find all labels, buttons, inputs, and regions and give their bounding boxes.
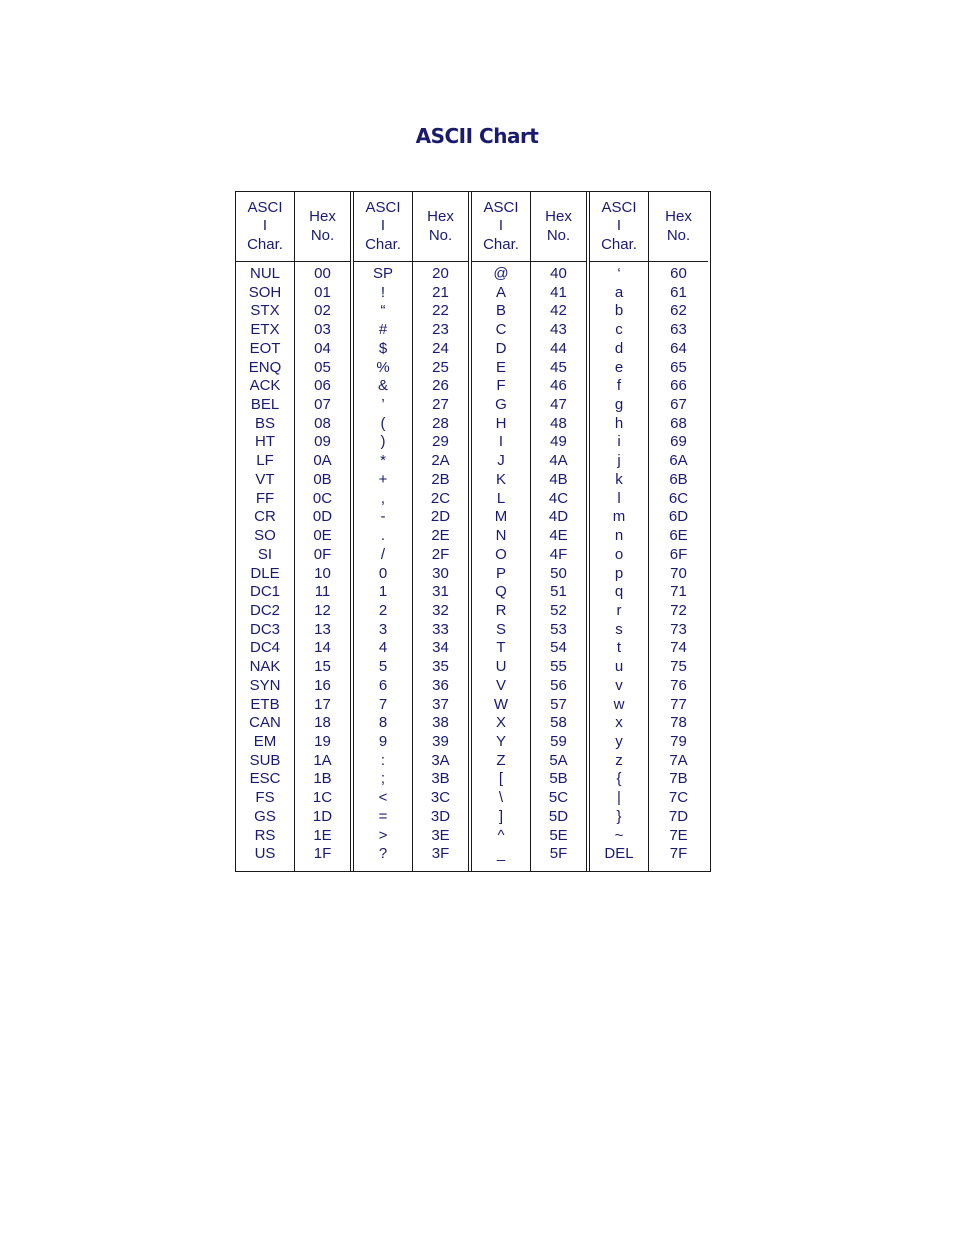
ascii-char-cell: 0	[378, 564, 388, 582]
column-header	[295, 192, 350, 262]
ascii-char-cell: A	[495, 283, 506, 301]
ascii-char-cell: W	[493, 695, 509, 713]
ascii-char-cell: V	[495, 676, 506, 694]
ascii-char-cell: }	[616, 807, 622, 825]
hex-cell: 5A	[549, 751, 568, 769]
hex-cell: 3E	[431, 826, 450, 844]
hex-cell: 02	[314, 302, 331, 320]
ascii-char-column-3	[472, 192, 531, 871]
column-header	[649, 192, 708, 262]
hex-cell: 55	[550, 658, 567, 676]
hex-column-4	[649, 192, 708, 871]
hex-cell: 64	[670, 339, 687, 357]
hex-cell: 72	[670, 601, 687, 619]
ascii-char-cell: 3	[378, 620, 388, 638]
ascii-char-cell: ]	[498, 807, 504, 825]
ascii-char-cell: H	[495, 414, 507, 432]
hex-column-1	[295, 192, 354, 871]
ascii-char-cell: h	[614, 414, 624, 432]
hex-cell: 7B	[669, 770, 688, 788]
ascii-char-cell: ACK	[249, 377, 281, 395]
ascii-char-cell: ’	[381, 396, 385, 414]
hex-cell: 09	[314, 433, 331, 451]
hex-cell: 57	[550, 695, 567, 713]
ascii-char-cell: ETB	[250, 695, 280, 713]
hex-cell: 5D	[548, 807, 569, 825]
hex-cell: 2F	[431, 545, 450, 563]
ascii-char-cell: RS	[254, 826, 276, 844]
hex-cell: 6D	[668, 508, 689, 526]
hex-cell: 0E	[313, 527, 332, 545]
ascii-char-cell: DC2	[249, 601, 280, 619]
hex-cell: 31	[432, 583, 449, 601]
hex-cell: 28	[432, 414, 449, 432]
ascii-char-cell: v	[615, 676, 623, 694]
hex-cell: 47	[550, 396, 567, 414]
hex-cell: 3D	[430, 807, 451, 825]
ascii-char-cell: c	[615, 321, 623, 339]
hex-column-3	[531, 192, 590, 871]
hex-cell: 33	[432, 620, 449, 638]
ascii-char-cell: (	[380, 414, 386, 432]
hex-cell: 30	[432, 564, 449, 582]
ascii-char-cell: SYN	[249, 676, 281, 694]
hex-cell: 71	[670, 583, 687, 601]
hex-cell: 51	[550, 583, 567, 601]
hex-cell: 00	[314, 265, 331, 282]
hex-cell: 73	[670, 620, 687, 638]
hex-cell: 14	[314, 639, 331, 657]
hex-no-header: Hex No.	[665, 208, 692, 244]
hex-cell: 39	[432, 732, 449, 750]
hex-cell: 1B	[313, 770, 332, 788]
ascii-char-cell: R	[495, 601, 507, 619]
ascii-char-cell: 2	[378, 601, 388, 619]
ascii-char-cell: HT	[255, 433, 275, 451]
hex-cell: 32	[432, 601, 449, 619]
ascii-char-cell: GS	[254, 807, 276, 825]
hex-cell: 38	[432, 714, 449, 732]
hex-cell: 45	[550, 358, 567, 376]
ascii-char-cell: m	[612, 508, 626, 526]
ascii-char-cell: VT	[255, 470, 275, 488]
ascii-char-cell: ^	[497, 826, 505, 844]
ascii-char-cell: &	[377, 377, 388, 395]
ascii-char-cell: U	[495, 658, 507, 676]
hex-no-header: Hex No.	[427, 208, 454, 244]
ascii-char-header: ASCI I Char.	[483, 198, 519, 253]
ascii-char-cell: SI	[257, 545, 273, 563]
ascii-char-cell: Y	[495, 732, 506, 750]
page-title: ASCII Chart	[415, 124, 539, 148]
ascii-char-cell: 8	[378, 714, 388, 732]
hex-cell: 70	[670, 564, 687, 582]
hex-cell: 68	[670, 414, 687, 432]
hex-cell: 5F	[549, 845, 568, 863]
hex-cell: 6C	[668, 489, 689, 507]
hex-cell: 13	[314, 620, 331, 638]
hex-cell: 6F	[669, 545, 688, 563]
ascii-char-cell: w	[613, 695, 625, 713]
ascii-char-cell: BEL	[250, 396, 280, 414]
hex-cell: 0F	[313, 545, 332, 563]
ascii-char-cell: e	[614, 358, 624, 376]
ascii-char-cell: STX	[250, 302, 280, 320]
hex-cell: 67	[670, 396, 687, 414]
hex-cell: 77	[670, 695, 687, 713]
ascii-char-cell: DEL	[604, 845, 634, 863]
ascii-char-cell: %	[376, 358, 390, 376]
hex-cell: 36	[432, 676, 449, 694]
hex-cell: 24	[432, 339, 449, 357]
ascii-char-cell: FF	[255, 489, 275, 507]
column-header	[236, 192, 294, 262]
hex-no-header: Hex No.	[309, 208, 336, 244]
hex-cell: 20	[432, 265, 449, 282]
hex-cell: 7A	[669, 751, 688, 769]
hex-cell: 2C	[430, 489, 451, 507]
ascii-char-cell: Q	[495, 583, 507, 601]
hex-cell: 22	[432, 302, 449, 320]
ascii-char-cell: s	[615, 620, 623, 638]
ascii-char-cell: #	[378, 321, 388, 339]
hex-cell: 78	[670, 714, 687, 732]
ascii-char-cell: y	[615, 732, 623, 750]
hex-cell: 25	[432, 358, 449, 376]
hex-cell: 42	[550, 302, 567, 320]
ascii-char-cell: I	[498, 433, 504, 451]
hex-cell: 2A	[431, 452, 450, 470]
hex-cell: 4D	[548, 508, 569, 526]
ascii-char-column-1	[236, 192, 295, 871]
ascii-char-cell: F	[496, 377, 506, 395]
hex-cell: 34	[432, 639, 449, 657]
ascii-char-cell: NUL	[249, 265, 280, 282]
hex-cell: 7E	[669, 826, 688, 844]
ascii-char-cell: ETX	[250, 321, 280, 339]
column-header	[472, 192, 530, 262]
ascii-char-cell: ENQ	[248, 358, 282, 376]
hex-cell: 37	[432, 695, 449, 713]
ascii-char-cell: o	[614, 545, 624, 563]
hex-cell: 66	[670, 377, 687, 395]
ascii-char-cell: [	[498, 770, 504, 788]
ascii-char-cell: 1	[378, 583, 388, 601]
hex-cell: 11	[314, 583, 331, 601]
hex-cell: 0A	[313, 452, 332, 470]
hex-cell: 23	[432, 321, 449, 339]
ascii-char-cell: !	[380, 283, 386, 301]
ascii-char-cell: SUB	[249, 751, 281, 769]
hex-cell: 48	[550, 414, 567, 432]
column-header	[531, 192, 586, 262]
ascii-char-cell: 9	[378, 732, 388, 750]
hex-cell: 04	[314, 339, 331, 357]
ascii-char-cell: US	[254, 845, 276, 863]
ascii-char-cell: ;	[380, 770, 386, 788]
ascii-char-cell: ,	[380, 489, 386, 507]
hex-cell: 26	[432, 377, 449, 395]
hex-cell: 18	[314, 714, 331, 732]
ascii-char-header: ASCI I Char.	[365, 198, 401, 253]
ascii-char-cell: C	[495, 321, 507, 339]
hex-cell: 5C	[548, 789, 569, 807]
ascii-char-column-2	[354, 192, 413, 871]
hex-cell: 1A	[313, 751, 332, 769]
ascii-char-cell: -	[380, 508, 386, 526]
hex-cell: 35	[432, 658, 449, 676]
ascii-char-cell: ESC	[249, 770, 281, 788]
ascii-char-cell: M	[494, 508, 508, 526]
ascii-char-cell: NAK	[249, 658, 281, 676]
ascii-char-cell: CAN	[249, 714, 281, 732]
hex-cell: 52	[550, 601, 567, 619]
hex-cell: 1F	[313, 845, 332, 863]
hex-cell: 10	[314, 564, 331, 582]
hex-cell: 4B	[549, 470, 568, 488]
ascii-char-cell: BS	[254, 414, 275, 432]
ascii-char-cell: ~	[614, 826, 624, 844]
ascii-char-cell: K	[495, 470, 506, 488]
ascii-char-cell: <	[378, 789, 388, 807]
ascii-char-cell: G	[495, 396, 507, 414]
ascii-char-cell: $	[378, 339, 388, 357]
ascii-char-cell: FS	[255, 789, 275, 807]
ascii-char-cell: DC1	[249, 583, 280, 601]
ascii-char-cell: EOT	[249, 339, 281, 357]
hex-cell: 27	[432, 396, 449, 414]
hex-cell: 1E	[313, 826, 332, 844]
hex-cell: 7C	[668, 789, 689, 807]
hex-cell: 1C	[312, 789, 333, 807]
ascii-char-cell: ?	[378, 845, 388, 863]
hex-cell: 75	[670, 658, 687, 676]
hex-cell: 03	[314, 321, 331, 339]
ascii-char-cell: J	[497, 452, 505, 470]
ascii-char-cell: SP	[372, 265, 393, 282]
hex-cell: 50	[550, 564, 567, 582]
hex-cell: 17	[314, 695, 331, 713]
ascii-char-cell: \	[498, 789, 504, 807]
hex-cell: 6B	[669, 470, 688, 488]
hex-cell: 2B	[431, 470, 450, 488]
hex-cell: 46	[550, 377, 567, 395]
ascii-char-cell: SO	[254, 527, 276, 545]
ascii-char-cell: d	[614, 339, 624, 357]
hex-cell: 69	[670, 433, 687, 451]
ascii-char-cell: l	[617, 489, 621, 507]
ascii-char-cell: X	[495, 714, 506, 732]
hex-cell: 0D	[312, 508, 333, 526]
ascii-char-cell: =	[378, 807, 388, 825]
ascii-char-cell: q	[614, 583, 624, 601]
ascii-char-cell: /	[380, 545, 386, 563]
hex-cell: 3A	[431, 751, 450, 769]
hex-cell: 07	[314, 396, 331, 414]
ascii-table	[235, 191, 711, 872]
ascii-char-cell: @	[493, 265, 509, 282]
hex-cell: 74	[670, 639, 687, 657]
hex-cell: 7F	[669, 845, 688, 863]
hex-cell: 3C	[430, 789, 451, 807]
ascii-char-cell: u	[614, 658, 624, 676]
hex-cell: 44	[550, 339, 567, 357]
ascii-char-cell: E	[495, 358, 506, 376]
ascii-char-cell: p	[614, 564, 624, 582]
ascii-char-cell: D	[495, 339, 507, 357]
ascii-char-cell: _	[496, 845, 506, 863]
hex-cell: 60	[670, 265, 687, 282]
ascii-char-cell: S	[495, 620, 506, 638]
hex-cell: 2E	[431, 527, 450, 545]
ascii-char-cell: r	[616, 601, 622, 619]
ascii-char-cell: g	[614, 396, 624, 414]
hex-cell: 4E	[549, 527, 568, 545]
hex-cell: 65	[670, 358, 687, 376]
ascii-char-cell: k	[615, 470, 623, 488]
ascii-char-cell: >	[378, 826, 388, 844]
ascii-char-column-4	[590, 192, 649, 871]
ascii-char-cell: EM	[253, 732, 277, 750]
ascii-char-cell: 7	[378, 695, 388, 713]
ascii-char-cell: z	[615, 751, 623, 769]
ascii-char-cell: O	[495, 545, 507, 563]
ascii-char-cell: Z	[496, 751, 506, 769]
hex-cell: 12	[314, 601, 331, 619]
ascii-char-cell: |	[617, 789, 621, 807]
hex-cell: 19	[314, 732, 331, 750]
hex-cell: 05	[314, 358, 331, 376]
ascii-char-cell: CR	[254, 508, 276, 526]
ascii-char-cell: {	[616, 770, 622, 788]
ascii-char-cell: x	[615, 714, 623, 732]
hex-cell: 58	[550, 714, 567, 732]
hex-cell: 56	[550, 676, 567, 694]
ascii-char-cell: T	[496, 639, 506, 657]
hex-cell: 4C	[548, 489, 569, 507]
hex-cell: 41	[550, 283, 567, 301]
ascii-char-cell: “	[380, 302, 386, 320]
hex-cell: 5B	[549, 770, 568, 788]
ascii-char-cell: t	[616, 639, 622, 657]
hex-cell: 62	[670, 302, 687, 320]
column-header	[413, 192, 468, 262]
hex-cell: 3B	[431, 770, 450, 788]
hex-cell: 0B	[313, 470, 332, 488]
ascii-char-cell: 5	[378, 658, 388, 676]
hex-cell: 2D	[430, 508, 451, 526]
hex-cell: 01	[314, 283, 331, 301]
ascii-char-cell: LF	[256, 452, 274, 470]
hex-cell: 4F	[549, 545, 568, 563]
ascii-char-cell: B	[495, 302, 506, 320]
column-header	[590, 192, 648, 262]
hex-cell: 6A	[669, 452, 688, 470]
ascii-char-cell: f	[616, 377, 622, 395]
column-header	[354, 192, 412, 262]
hex-cell: 79	[670, 732, 687, 750]
hex-no-header: Hex No.	[545, 208, 572, 244]
ascii-char-cell: *	[380, 452, 386, 470]
hex-cell: 4A	[549, 452, 568, 470]
ascii-char-cell: L	[496, 489, 506, 507]
hex-cell: 29	[432, 433, 449, 451]
ascii-char-cell: :	[380, 751, 386, 769]
hex-cell: 54	[550, 639, 567, 657]
hex-cell: 21	[432, 283, 449, 301]
hex-cell: 3F	[431, 845, 450, 863]
ascii-char-cell: i	[617, 433, 621, 451]
hex-cell: 6E	[669, 527, 688, 545]
ascii-char-cell: DC4	[249, 639, 280, 657]
ascii-char-cell: DC3	[249, 620, 280, 638]
ascii-char-cell: 4	[378, 639, 388, 657]
ascii-char-header: ASCI I Char.	[601, 198, 637, 253]
ascii-char-cell: +	[378, 470, 388, 488]
ascii-char-header: ASCI I Char.	[247, 198, 283, 253]
ascii-char-cell: b	[614, 302, 624, 320]
ascii-char-cell: .	[380, 527, 386, 545]
ascii-char-cell: 6	[378, 676, 388, 694]
ascii-char-cell: ‘	[617, 265, 621, 282]
hex-cell: 08	[314, 414, 331, 432]
hex-cell: 76	[670, 676, 687, 694]
hex-cell: 06	[314, 377, 331, 395]
hex-column-2	[413, 192, 472, 871]
ascii-char-cell: j	[617, 452, 621, 470]
hex-cell: 5E	[549, 826, 568, 844]
hex-cell: 63	[670, 321, 687, 339]
ascii-char-cell: DLE	[250, 564, 280, 582]
hex-cell: 61	[670, 283, 687, 301]
ascii-char-cell: )	[380, 433, 386, 451]
ascii-char-cell: P	[495, 564, 506, 582]
hex-cell: 49	[550, 433, 567, 451]
ascii-char-cell: SOH	[248, 283, 282, 301]
hex-cell: 53	[550, 620, 567, 638]
ascii-char-cell: N	[495, 527, 507, 545]
hex-cell: 16	[314, 676, 331, 694]
hex-cell: 59	[550, 732, 567, 750]
ascii-char-cell: n	[614, 527, 624, 545]
hex-cell: 43	[550, 321, 567, 339]
hex-cell: 40	[550, 265, 567, 282]
hex-cell: 15	[314, 658, 331, 676]
hex-cell: 7D	[668, 807, 689, 825]
hex-cell: 1D	[312, 807, 333, 825]
hex-cell: 0C	[312, 489, 333, 507]
ascii-char-cell: a	[614, 283, 624, 301]
